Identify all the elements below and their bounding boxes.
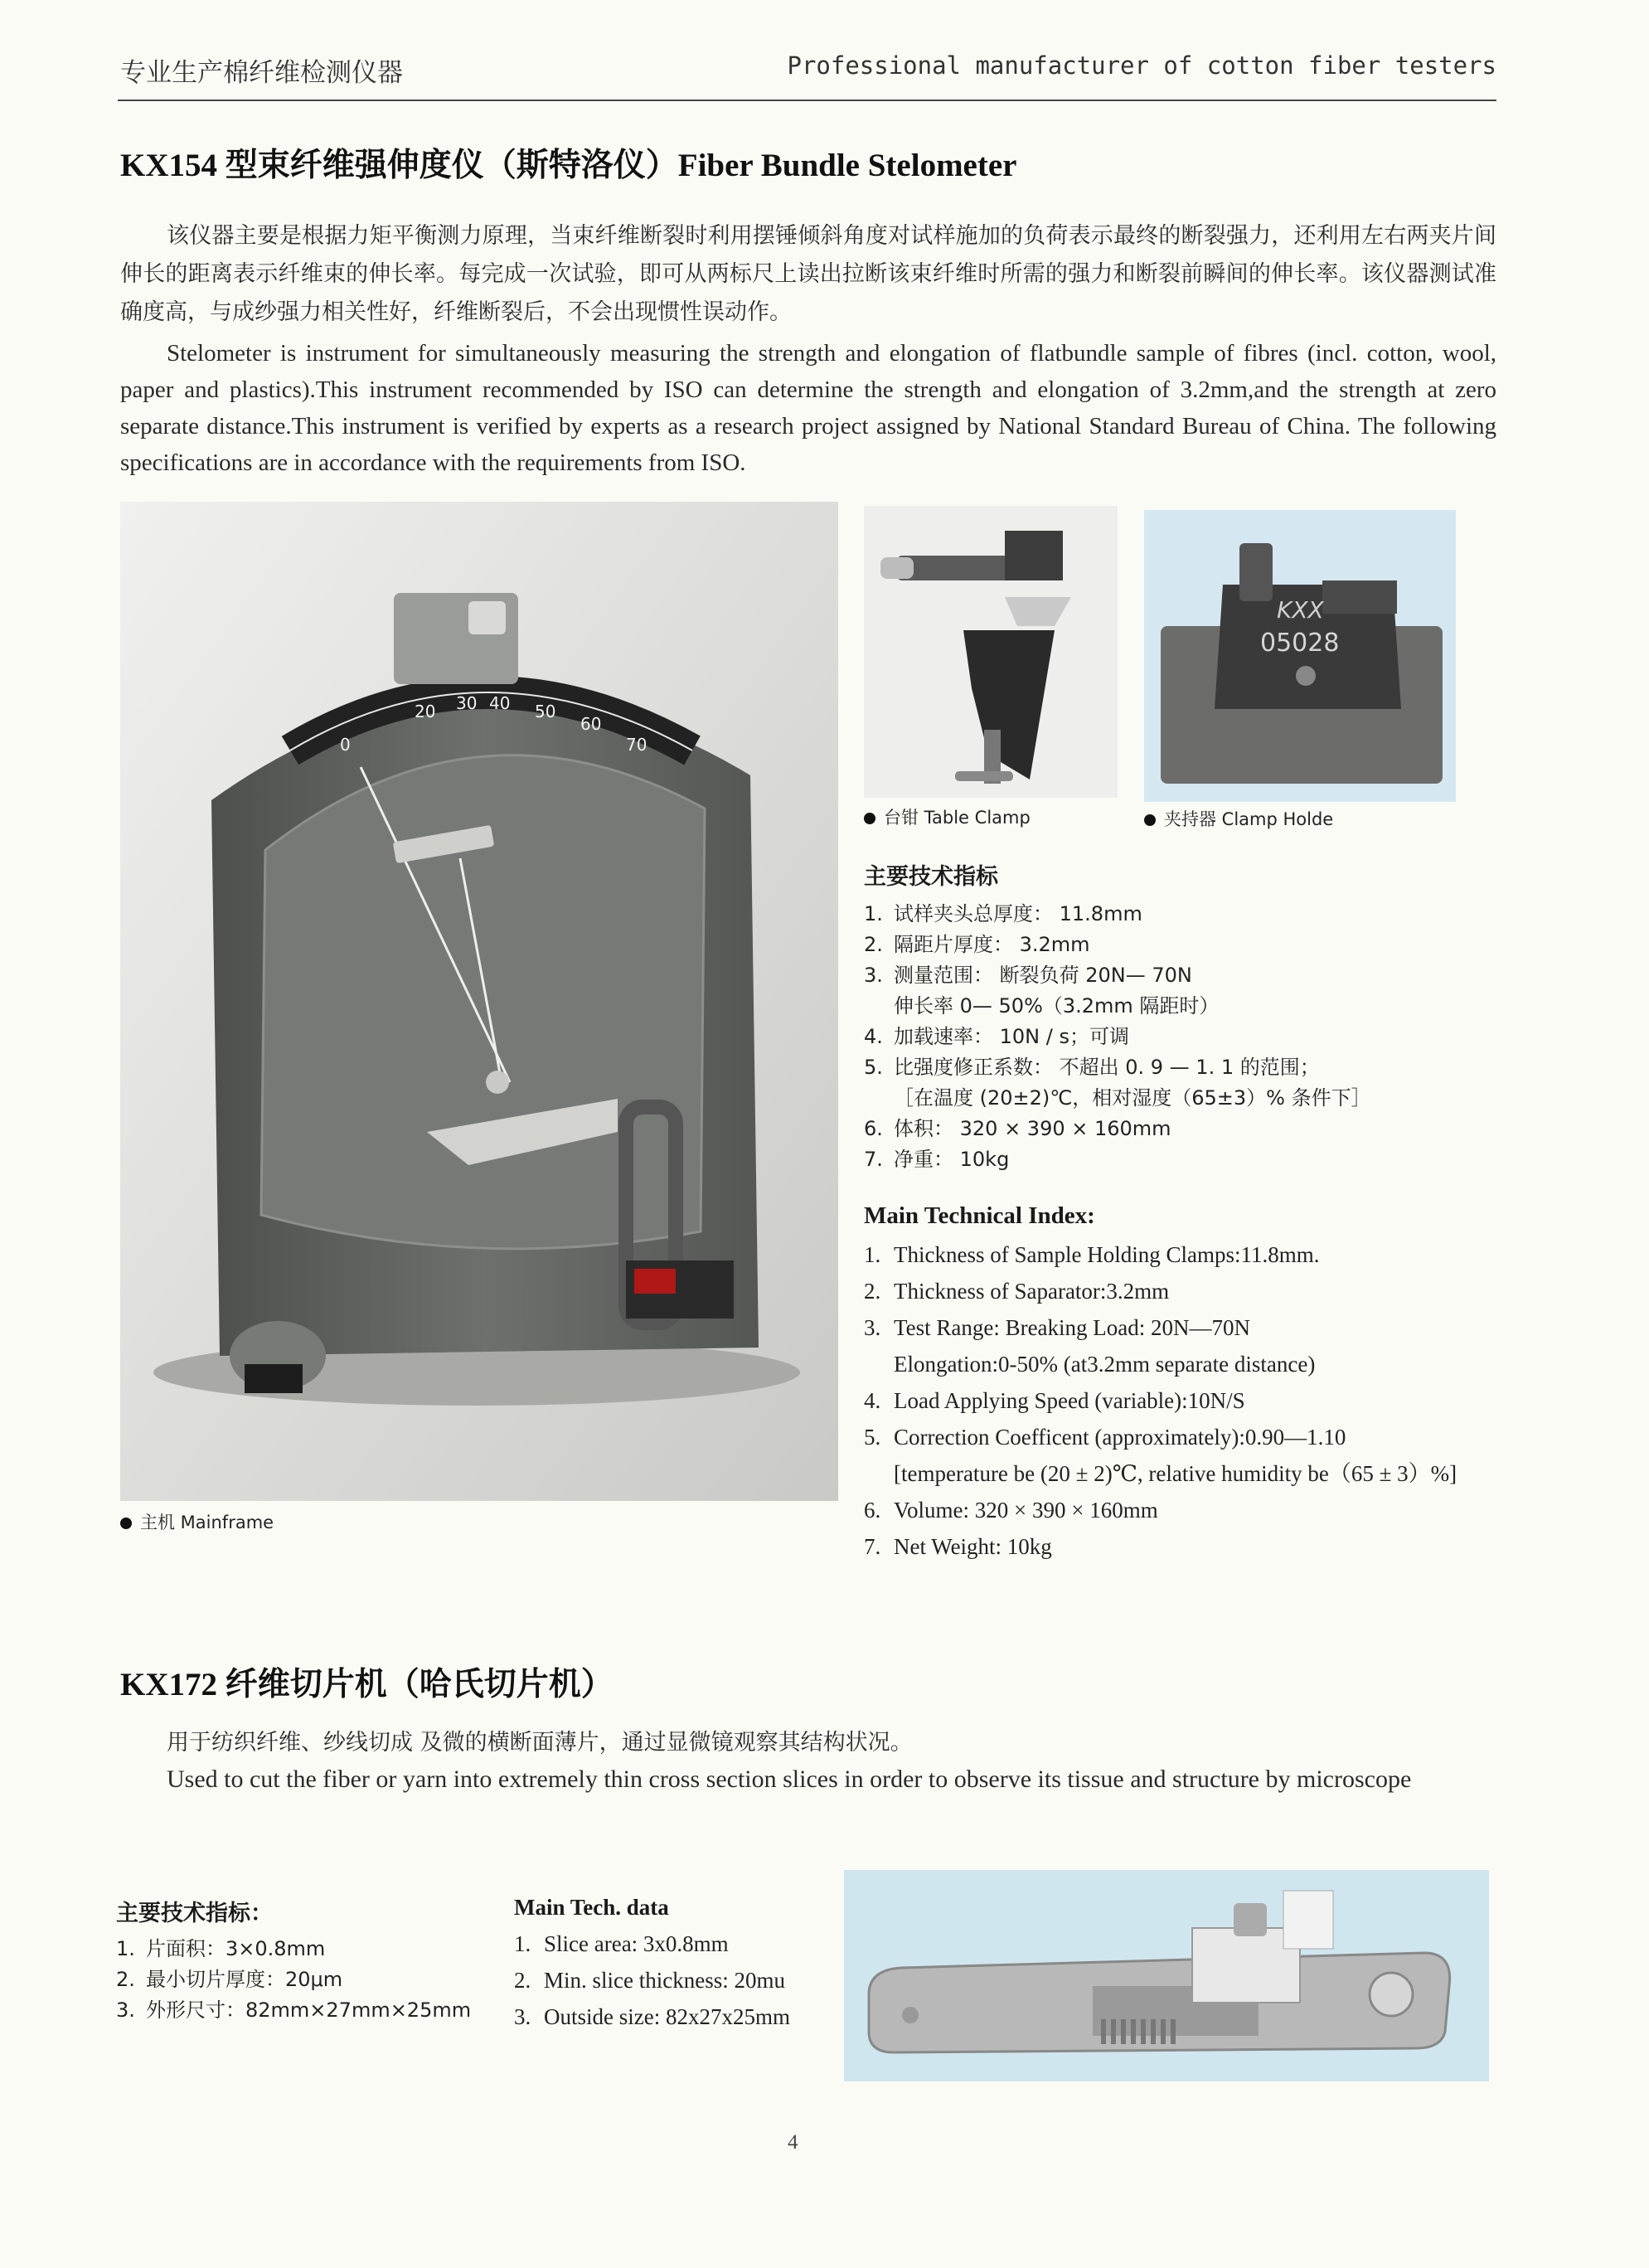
spec-item-text: Net Weight: 10kg — [894, 1534, 1052, 1559]
table-clamp-photo — [864, 506, 1118, 798]
spec-item — [864, 1309, 1511, 1382]
spec-item-text: 试样夹头总厚度： 11.8mm — [894, 902, 1142, 925]
spec-item — [864, 1273, 1511, 1309]
spec-item-number: 5. — [864, 1056, 883, 1079]
kx172-spec-zh — [116, 1895, 481, 2026]
spec-item-continuation: ［在温度 (20±2)℃，相对湿度（65±3）% 条件下］ — [894, 1086, 1371, 1110]
spec-item — [864, 1419, 1511, 1492]
spec-item-number: 1. — [864, 902, 883, 925]
spec-item — [514, 1962, 829, 1998]
caption-table-clamp-text: 台钳 Table Clamp — [884, 808, 1031, 828]
spec-item — [116, 1934, 481, 1964]
spec-item-text: Correction Coefficent (approximately):0.90—1.10 — [894, 1425, 1346, 1450]
spec-item — [864, 960, 1494, 1022]
kx154-description-zh: 该仪器主要是根据力矩平衡测力原理，当束纤维断裂时利用摆锤倾斜角度对试样施加的负荷表示最终的断裂强力，还利用左右两夹片间伸长的距离表示纤维束的伸长率。每完成一次试验，即可从两标尺上读出拉断该束纤维时所需的强力和断裂前瞬间的伸长率。该仪器测试准确度高，与成纱强力相关性好，纤维断裂后，不会出现惯性误动作。 — [120, 223, 1496, 325]
spec-item-text: Min. slice thickness: 20mu — [544, 1968, 785, 1993]
kx154-spec-en-list — [864, 1236, 1511, 1565]
spec-item-number: 2. — [864, 933, 883, 956]
spec-item-continuation: Elongation:0-50% (at3.2mm separate distance) — [894, 1352, 1316, 1377]
spec-item-number: 7. — [864, 1534, 881, 1559]
spec-item-text: Load Applying Speed (variable):10N/S — [894, 1388, 1245, 1413]
spec-item-text: Outside size: 82x27x25mm — [544, 2004, 790, 2029]
bullet-dot — [1144, 814, 1156, 826]
caption-clamp-holder — [1144, 806, 1333, 831]
kx172-spec-en-list — [514, 1926, 829, 2035]
kx172-title: KX172 纤维切片机（哈氏切片机） — [120, 1667, 614, 1702]
kx172-spec-en-title: Main Tech. data — [514, 1895, 669, 1920]
page-number: 4 — [788, 2131, 798, 2154]
spec-item-number: 3. — [864, 964, 883, 987]
spec-item-number: 7. — [864, 1148, 883, 1171]
spec-item-number: 2. — [864, 1279, 881, 1304]
spec-item — [116, 1964, 481, 1995]
spec-item — [864, 1114, 1494, 1144]
kx172-description-zh: 用于纺织纤维、纱线切成 及微的横断面薄片，通过显微镜观察其结构状况。 — [167, 1730, 913, 1756]
caption-clamp-holder-text: 夹持器 Clamp Holde — [1164, 809, 1334, 829]
kx172-spec-zh-title: 主要技术指标： — [116, 1901, 273, 1926]
spec-item-number: 1. — [514, 1931, 531, 1956]
spec-item-continuation: [temperature be (20 ± 2)℃, relative humidity be（65 ± 3）%] — [894, 1461, 1457, 1486]
spec-item — [116, 1995, 481, 2026]
spec-item-number: 2. — [514, 1968, 531, 1993]
dial-label-0: 0 — [340, 735, 351, 755]
spec-item-number: 2. — [116, 1968, 135, 1991]
spec-item — [864, 1528, 1511, 1565]
spec-item-continuation: 伸长率 0— 50%（3.2mm 隔距时） — [894, 994, 1220, 1017]
spec-item-number: 4. — [864, 1388, 881, 1413]
clamp-holder-photo — [1144, 510, 1456, 802]
spec-item-number: 6. — [864, 1498, 881, 1523]
kx154-spec-zh-title: 主要技术指标 — [864, 864, 998, 890]
slicer-photo — [844, 1870, 1489, 2081]
kx154-description-en: Stelometer is instrument for simultaneously measuring the strength and elongation of flatbundle sample of fibres (incl. cotton, wool, paper and plastics).This instrument recommended by ISO can determine the strength and elongation of 3.2mm,and the strength at zero separate distance.This instrument is verified by experts as a research project assigned by National Standard Bureau of China. The following specifications are in accordance with the requirements from ISO. — [120, 340, 1496, 476]
spec-item-number: 3. — [514, 2004, 531, 2029]
kx172-description-en: Used to cut the fiber or yarn into extremely thin cross section slices in order to observe its tissue and structure by microscope — [167, 1765, 1412, 1793]
spec-item-text: Thickness of Sample Holding Clamps:11.8mm. — [894, 1242, 1320, 1267]
kx154-spec-zh-list — [864, 899, 1494, 1175]
dial-label-20: 20 — [415, 702, 436, 721]
dial-label-40: 40 — [489, 693, 511, 713]
spec-item — [864, 1052, 1494, 1114]
header-right-text: Professional manufacturer of cotton fiber testers — [787, 51, 1496, 80]
spec-item-text: 测量范围： 断裂负荷 20N— 70N — [894, 964, 1192, 987]
header-left-text: 专业生产棉纤维检测仪器 — [120, 58, 403, 88]
kx172-description — [120, 1725, 1496, 1798]
spec-item-text: 片面积：3×0.8mm — [146, 1937, 326, 1960]
spec-item-number: 3. — [864, 1315, 881, 1340]
mainframe-photo — [120, 502, 838, 1501]
spec-item-text: Test Range: Breaking Load: 20N—70N — [894, 1315, 1251, 1340]
spec-item-number: 6. — [864, 1117, 883, 1140]
mainframe-illustration — [120, 502, 838, 1501]
bullet-dot — [120, 1518, 132, 1529]
spec-item-text: 外形尺寸：82mm×27mm×25mm — [146, 1998, 472, 2022]
spec-item-text: 净重： 10kg — [894, 1148, 1010, 1171]
bullet-dot — [864, 813, 875, 824]
kx172-spec-en — [514, 1895, 829, 2035]
spec-item-number: 4. — [864, 1025, 883, 1048]
spec-item-text: 隔距片厚度： 3.2mm — [894, 933, 1090, 956]
spec-item — [864, 930, 1494, 960]
spec-item — [864, 899, 1494, 930]
kx154-spec-en-title: Main Technical Index: — [864, 1202, 1095, 1229]
spec-item — [864, 1236, 1511, 1273]
dial-label-60: 60 — [580, 714, 602, 734]
spec-item-number: 5. — [864, 1425, 881, 1450]
dial-label-50: 50 — [535, 702, 556, 721]
caption-table-clamp — [864, 804, 1031, 829]
kx154-description — [120, 217, 1496, 481]
spec-item-text: 比强度修正系数： 不超出 0. 9 — 1. 1 的范围； — [894, 1056, 1320, 1079]
dial-label-30: 30 — [456, 693, 478, 713]
kx154-spec-en — [864, 1202, 1511, 1565]
spec-item — [864, 1492, 1511, 1528]
caption-mainframe — [120, 1509, 274, 1534]
spec-item-text: 加载速率： 10N / s；可调 — [894, 1025, 1129, 1048]
clamp-holder-illustration — [1144, 510, 1456, 802]
spec-item-text: 最小切片厚度：20μm — [146, 1968, 343, 1991]
header-divider — [118, 100, 1496, 101]
spec-item-text: Slice area: 3x0.8mm — [544, 1931, 729, 1956]
spec-item-text: Volume: 320 × 390 × 160mm — [894, 1498, 1158, 1523]
table-clamp-illustration — [864, 506, 1118, 798]
slicer-illustration — [844, 1870, 1489, 2081]
spec-item — [864, 1022, 1494, 1052]
clamp-mark-brand: KXX — [1277, 596, 1324, 624]
spec-item — [514, 1926, 829, 1962]
clamp-mark-serial: 05028 — [1260, 629, 1340, 658]
spec-item-text: 体积： 320 × 390 × 160mm — [894, 1117, 1171, 1140]
kx172-spec-zh-list — [116, 1934, 481, 2026]
spec-item-number: 1. — [116, 1937, 135, 1960]
spec-item-number: 3. — [116, 1998, 135, 2022]
spec-item — [864, 1382, 1511, 1419]
kx154-spec-zh — [864, 858, 1494, 1175]
dial-label-70: 70 — [626, 735, 647, 755]
spec-item — [514, 1998, 829, 2035]
spec-item — [864, 1144, 1494, 1175]
spec-item-text: Thickness of Saparator:3.2mm — [894, 1279, 1170, 1304]
kx154-title: KX154 型束纤维强伸度仪（斯特洛仪）Fiber Bundle Stelometer — [120, 148, 1017, 183]
spec-item-number: 1. — [864, 1242, 881, 1267]
caption-mainframe-text: 主机 Mainframe — [140, 1513, 274, 1532]
